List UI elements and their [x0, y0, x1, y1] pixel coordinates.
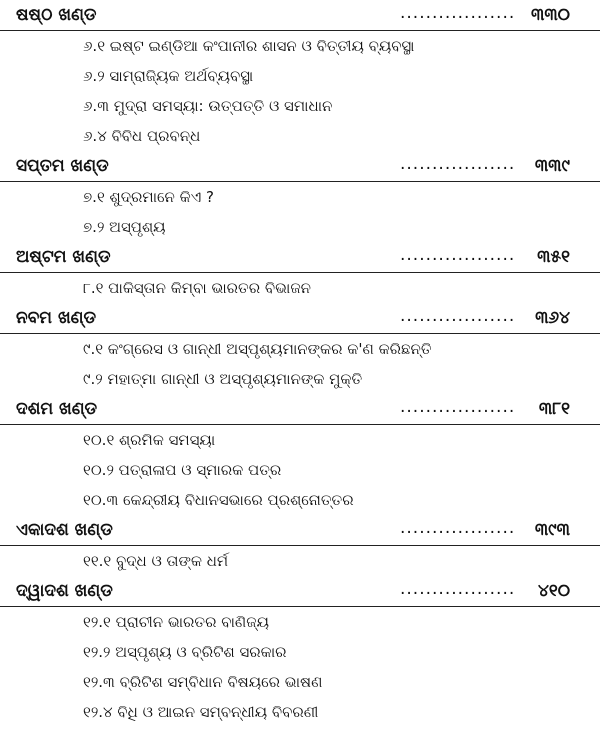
section-page-number: ୩୬୪ [535, 308, 570, 328]
section-heading [0, 394, 600, 425]
dot-leader: .................. [400, 154, 516, 174]
section-heading [0, 515, 600, 546]
toc-entry: ୧୦.୧ ଶ୍ରମିକ ସମସ୍ୟା [83, 431, 216, 449]
section-heading [0, 0, 600, 31]
toc-entry: ୬.୪ ବିବିଧ ପ୍ରବନ୍ଧ [83, 127, 201, 145]
section-title: ସପ୍ତମ ଖଣ୍ଡ [16, 156, 109, 176]
toc-entry: ୧୨.୧ ପ୍ରାଚୀନ ଭାରତର ବାଣିଜ୍ୟ [83, 613, 269, 631]
toc-entry: ୮.୧ ପାକିସ୍ତାନ କିମ୍ବା ଭାରତର ବିଭାଜନ [83, 279, 312, 297]
toc-section [0, 242, 600, 303]
section-title: ଷଷ୍ଠ ଖଣ୍ଡ [16, 5, 97, 25]
toc-section [0, 303, 600, 394]
toc-section [0, 576, 600, 727]
toc-section [0, 515, 600, 576]
toc-entry: ୬.୧ ଇଷ୍ଟ ଇଣ୍ଡିଆ କଂପାନୀର ଶାସନ ଓ ବିତ୍ତୀୟ ବ୍ୟବସ୍ଥା [83, 37, 415, 55]
section-title: ଏକାଦଶ ଖଣ୍ଡ [16, 520, 113, 540]
toc-entry: ୧୦.୨ ପତ୍ରାଳାପ ଓ ସ୍ମାରକ ପତ୍ର [83, 461, 282, 479]
section-page-number: ୩୩୯ [534, 156, 570, 176]
toc-entry: ୭.୧ ଶୁଦ୍ରମାନେ କିଏ ? [83, 188, 214, 206]
dot-leader: .................. [400, 245, 516, 265]
section-title: ଦଶମ ଖଣ୍ଡ [16, 399, 98, 419]
toc-entry: ୧୨.୪ ବିଧି ଓ ଆଇନ ସମ୍ବନ୍ଧୀୟ ବିବରଣୀ [83, 703, 319, 721]
section-page-number: ୩୯୩ [534, 520, 570, 540]
dot-leader: .................. [400, 518, 516, 538]
section-title: ଅଷ୍ଟମ ଖଣ୍ଡ [16, 247, 111, 267]
toc-entry: ୬.୨ ସାମ୍ରାଜ୍ୟିକ ଅର୍ଥବ୍ୟବସ୍ଥା [83, 67, 254, 85]
toc-entry: ୯.୨ ମହାତ୍ମା ଗାନ୍ଧୀ ଓ ଅସ୍ପୃଶ୍ୟମାନଙ୍କ ମୁକ୍ତି [83, 370, 363, 388]
section-page-number: ୪୧୦ [537, 581, 570, 601]
toc-entry: ୧୧.୧ ବୁଦ୍ଧ ଓ ତାଙ୍କ ଧର୍ମ [83, 552, 229, 570]
toc-entry: ୧୨.୨ ଅସ୍ପୃଶ୍ୟ ଓ ବ୍ରିଟିଶ ସରକାର [83, 643, 287, 661]
section-page-number: ୩୩୦ [530, 5, 570, 25]
section-heading [0, 303, 600, 334]
toc-entry: ୧୨.୩ ବ୍ରିଟିଶ ସମ୍ବିଧାନ ବିଷୟରେ ଭାଷଣ [83, 673, 323, 691]
section-page-number: ୩୫୧ [537, 247, 570, 267]
dot-leader: .................. [400, 579, 516, 599]
section-title: ଦ୍ୱାଦଶ ଖଣ୍ଡ [16, 581, 113, 601]
toc-section [0, 151, 600, 242]
dot-leader: .................. [400, 306, 516, 326]
toc-section [0, 394, 600, 515]
toc-entry: ୭.୨ ଅସ୍ପୃଶ୍ୟ [83, 218, 166, 236]
dot-leader: .................. [400, 3, 516, 23]
section-page-number: ୩୮୧ [538, 399, 570, 419]
toc-entry: ୬.୩ ମୁଦ୍ରା ସମସ୍ୟା: ଉତ୍ପତ୍ତି ଓ ସମାଧାନ [83, 97, 333, 115]
dot-leader: .................. [400, 397, 516, 417]
toc-entry: ୧୦.୩ କେନ୍ଦ୍ରୀୟ ବିଧାନସଭାରେ ପ୍ରଶ୍ନୋତ୍ତର [83, 491, 354, 509]
section-heading [0, 151, 600, 182]
toc-section [0, 0, 600, 151]
section-heading [0, 242, 600, 273]
toc-entry: ୯.୧ କଂଗ୍ରେସ ଓ ଗାନ୍ଧୀ ଅସ୍ପୃଶ୍ୟମାନଙ୍କର କ'ଣ କରିଛନ୍ତି [83, 340, 432, 358]
section-heading [0, 576, 600, 607]
section-title: ନବମ ଖଣ୍ଡ [16, 308, 97, 328]
